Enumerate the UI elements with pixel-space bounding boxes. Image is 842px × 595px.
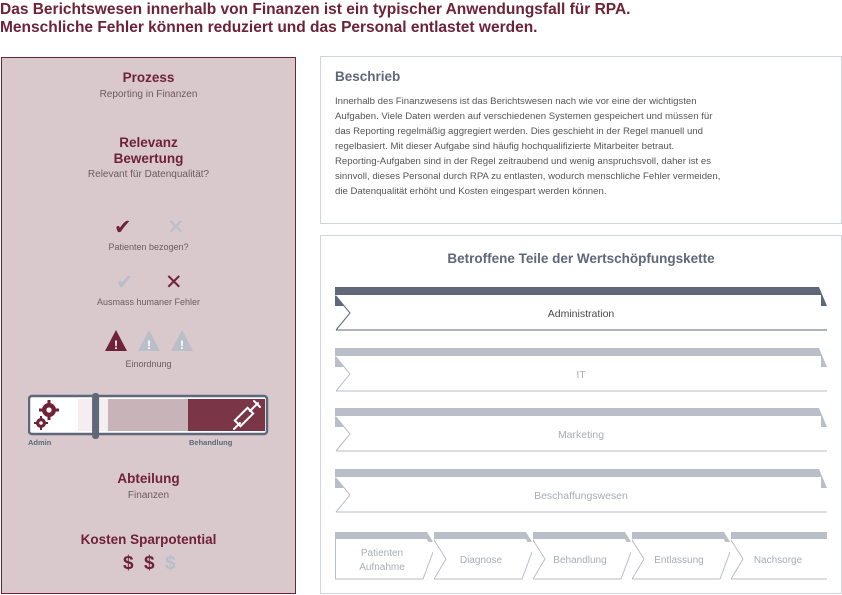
abteilung-value: Finanzen bbox=[127, 490, 170, 501]
svg-text:!: ! bbox=[180, 338, 184, 352]
left-panel bbox=[1, 57, 296, 594]
chain-row-it bbox=[335, 348, 827, 392]
warning-icon bbox=[171, 330, 193, 352]
beschrieb-line: das Reporting regelmäßig aggregiert werden. Dies geschieht in der Regel manuell und bbox=[335, 126, 703, 137]
step-label: Entlassung bbox=[654, 555, 704, 566]
fehler-yes-check-icon: ✔ bbox=[116, 271, 134, 294]
svg-text:!: ! bbox=[147, 338, 151, 352]
abteilung-title: Abteilung bbox=[117, 471, 180, 486]
fehler-label: Ausmass humaner Fehler bbox=[96, 297, 201, 307]
dollar-icon: $ bbox=[123, 553, 134, 574]
chain-row-administration bbox=[335, 287, 827, 331]
svg-text:!: ! bbox=[114, 338, 118, 352]
beschrieb-line: Innerhalb des Finanzwesens ist das Berichtswesen nach wie vor eine der wichtigsten bbox=[335, 96, 697, 107]
headline-line-2: Menschliche Fehler können reduziert und das Personal entlastet werden. bbox=[0, 19, 538, 36]
beschrieb-panel bbox=[320, 56, 842, 224]
dollar-icon: $ bbox=[165, 553, 176, 574]
step-label: Nachsorge bbox=[753, 555, 803, 566]
prozess-value: Reporting in Finanzen bbox=[99, 89, 198, 100]
step-label: Diagnose bbox=[459, 555, 503, 566]
headline-line-1: Das Berichtswesen innerhalb von Finanzen ist ein typischer Anwendungsfall für RPA. bbox=[0, 1, 631, 18]
chain-step-behandlung bbox=[533, 532, 627, 580]
scale-label-admin: Admin bbox=[28, 438, 52, 447]
einordnung-warning-icons bbox=[104, 329, 200, 353]
beschrieb-line: Aufgaben. Viele Daten werden auf verschiedenen Systemen gespeichert und müssen für bbox=[335, 111, 713, 122]
chain-step-entlassung bbox=[632, 532, 726, 580]
kosten-title: Kosten Sparpotential bbox=[80, 532, 217, 547]
chain-row-marketing bbox=[335, 408, 827, 452]
chain-row-label: Beschaffungswesen bbox=[534, 490, 628, 502]
value-chain-title: Betroffene Teile der Wertschöpfungskette bbox=[447, 251, 715, 266]
chain-step-nachsorge bbox=[731, 532, 825, 580]
scale-marker bbox=[92, 393, 99, 439]
chain-row-label: IT bbox=[576, 369, 586, 381]
fehler-no-cross-icon: ✕ bbox=[165, 271, 183, 294]
prozess-title: Prozess bbox=[122, 70, 175, 85]
beschrieb-line: regelbasiert. Mit dieser Aufgabe sind häufig hochqualifizierte Mitarbeiter betraut. bbox=[335, 141, 675, 152]
dollar-icon: $ bbox=[144, 553, 155, 574]
value-chain-panel bbox=[320, 235, 842, 594]
einordnung-label: Einordnung bbox=[125, 359, 172, 369]
bewertung-title: Bewertung bbox=[113, 151, 184, 166]
step-label-line: Aufnahme bbox=[359, 562, 405, 573]
relevanz-subtitle: Relevant für Datenqualität? bbox=[87, 169, 210, 180]
patienten-yes-check-icon: ✔ bbox=[114, 216, 132, 239]
patienten-bezogen-label: Patienten bezogen? bbox=[108, 242, 189, 252]
chain-row-label: Administration bbox=[547, 308, 615, 320]
step-label: Behandlung bbox=[553, 555, 607, 566]
chain-step-diagnose bbox=[434, 532, 528, 580]
beschrieb-line: die Datenqualität erhöht und Kosten eingespart werden können. bbox=[335, 186, 607, 197]
scale-segment bbox=[188, 399, 265, 431]
beschrieb-line: Reporting-Aufgaben sind in der Regel zeitraubend und wenig anspruchsvoll, daher ist es bbox=[335, 156, 711, 167]
relevanz-title: Relevanz bbox=[119, 135, 178, 150]
chain-row-label: Marketing bbox=[557, 429, 605, 441]
step-label bbox=[335, 547, 429, 575]
chain-row-beschaffungswesen bbox=[335, 469, 827, 513]
warning-icon bbox=[105, 330, 127, 352]
beschrieb-line: sinnvoll, dieses Personal durch RPA zu entlasten, wodurch menschliche Fehler vermeiden, bbox=[335, 171, 721, 182]
beschrieb-title: Beschrieb bbox=[335, 69, 401, 84]
patienten-no-cross-icon: ✕ bbox=[167, 216, 185, 239]
scale-segment bbox=[108, 399, 188, 431]
beschrieb-text bbox=[335, 94, 755, 199]
chain-step-patienten-aufnahme bbox=[335, 532, 429, 580]
scale-label-behandlung: Behandlung bbox=[189, 438, 233, 447]
step-label-line: Patienten bbox=[360, 548, 404, 559]
warning-icon bbox=[138, 330, 160, 352]
admin-behandlung-scale bbox=[28, 393, 272, 439]
